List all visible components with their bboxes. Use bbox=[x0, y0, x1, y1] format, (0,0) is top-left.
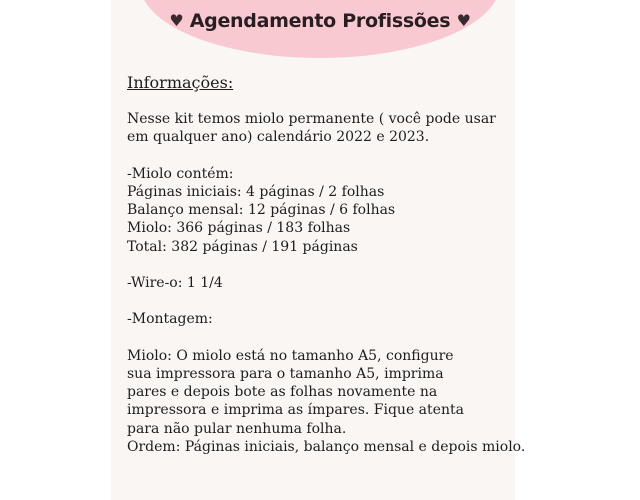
montagem-line: pares e depois bote as folhas novamente na bbox=[127, 384, 438, 401]
miolo-line: Balanço mensal: 12 páginas / 6 folhas bbox=[127, 202, 396, 219]
montagem-line: para não pular nenhuma folha. bbox=[127, 420, 347, 437]
miolo-line: -Miolo contém: bbox=[127, 165, 234, 182]
intro-line: em qualquer ano) calendário 2022 e 2023. bbox=[127, 129, 430, 146]
spacer bbox=[127, 292, 507, 310]
intro-line: Nesse kit temos miolo permanente ( você pode usar bbox=[127, 111, 496, 128]
banner-title: Agendamento Profissões bbox=[189, 10, 451, 32]
montagem-line: sua impressora para o tamanho A5, imprima bbox=[127, 365, 444, 382]
section-heading: Informações: bbox=[127, 73, 234, 92]
left-heart-icon: ♥ bbox=[169, 11, 184, 30]
montagem-heading: -Montagem: bbox=[127, 311, 213, 328]
wire-line: -Wire-o: 1 1/4 bbox=[127, 275, 223, 291]
right-heart-icon: ♥ bbox=[456, 11, 471, 30]
miolo-line: Miolo: 366 páginas / 183 folhas bbox=[127, 220, 351, 237]
montagem-line: impressora e imprima as ímpares. Fique atenta bbox=[127, 402, 464, 419]
spacer bbox=[127, 256, 507, 274]
document-body bbox=[127, 73, 526, 456]
miolo-line: Total: 382 páginas / 191 páginas bbox=[127, 238, 358, 255]
spacer bbox=[127, 147, 507, 165]
spacer bbox=[127, 329, 507, 347]
montagem-line: Ordem: Páginas iniciais, balanço mensal e depois miolo. bbox=[127, 438, 526, 455]
banner-title-row bbox=[140, 10, 500, 32]
montagem-line: Miolo: O miolo está no tamanho A5, configure bbox=[127, 347, 454, 364]
miolo-line: Páginas iniciais: 4 páginas / 2 folhas bbox=[127, 184, 385, 200]
